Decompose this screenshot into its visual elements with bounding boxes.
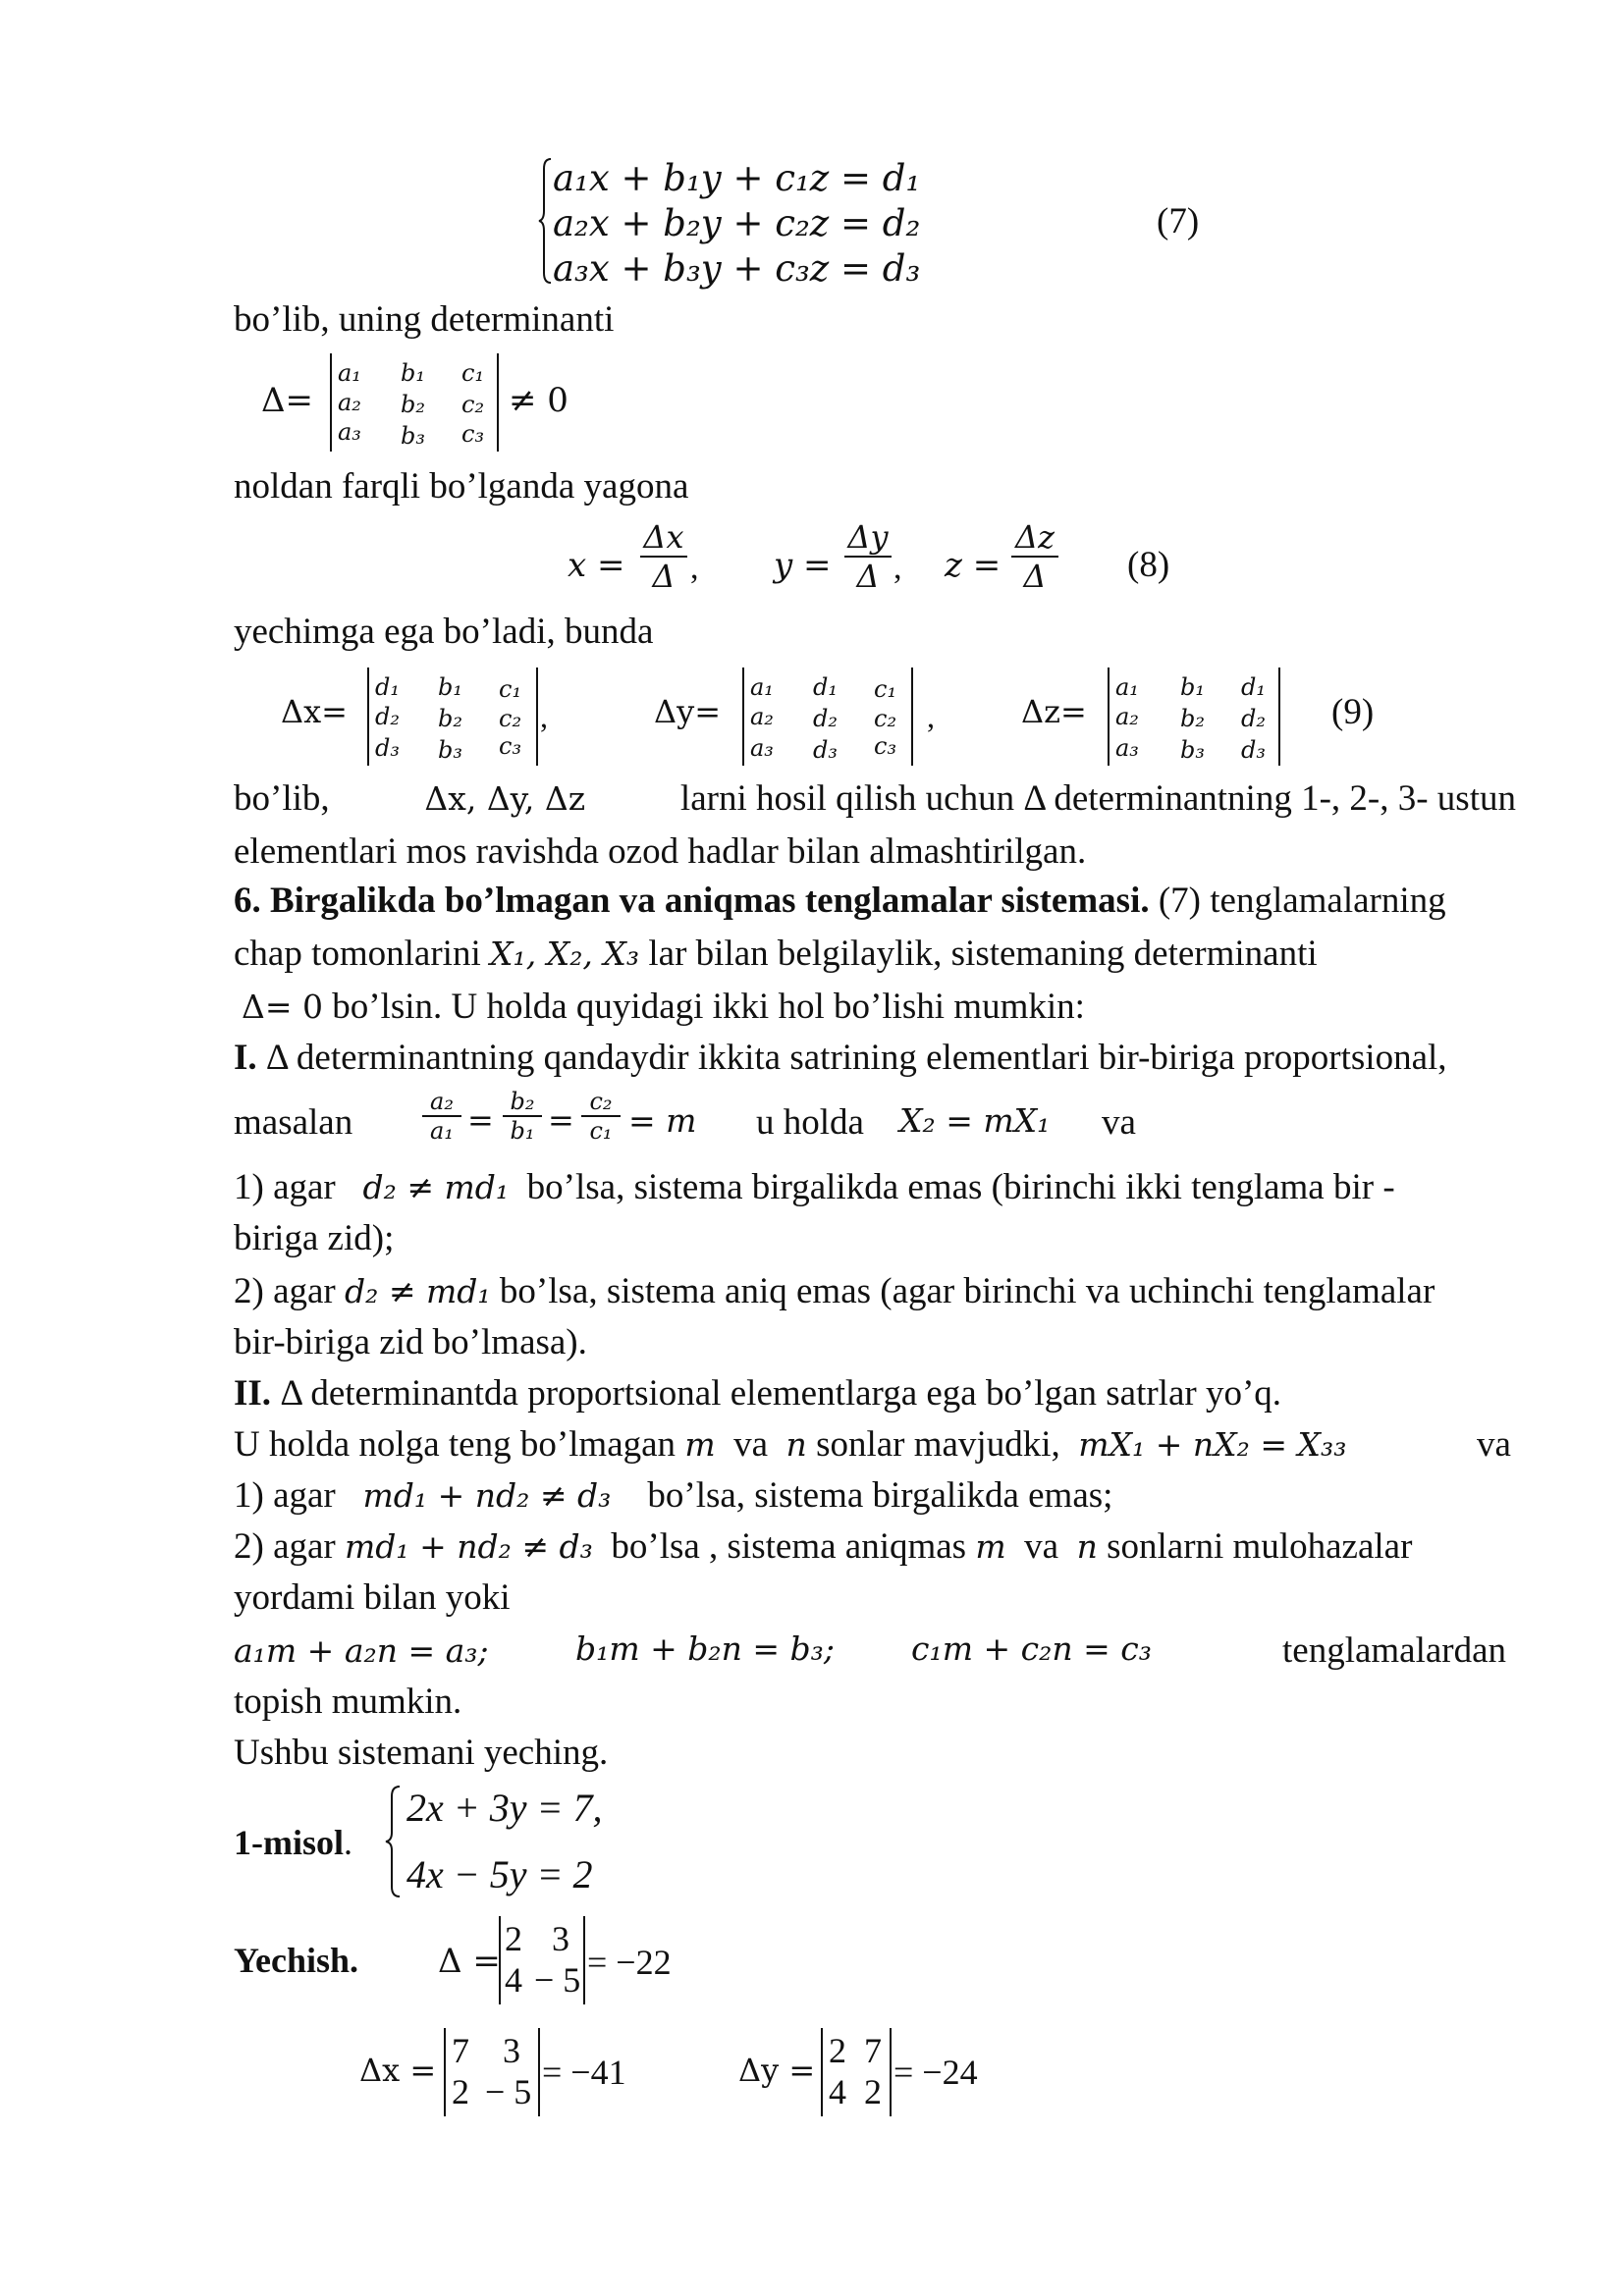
text-line xyxy=(234,1372,1281,1415)
text-line: yordami bilan yoki xyxy=(234,1577,511,1618)
matrix-cell: d₁ xyxy=(375,673,400,701)
text-line: Ushbu sistemani yeching. xyxy=(234,1733,609,1773)
system-eq-3: a₃x + b₃y + c₃z = d₃ xyxy=(553,247,921,290)
fraction-denominator: Δ xyxy=(652,558,676,595)
matrix-cell: d₃ xyxy=(813,736,838,764)
matrix-cell: d₃ xyxy=(1241,736,1266,764)
determinant-example-dx xyxy=(444,2028,540,2116)
equation-number-7: (7) xyxy=(1157,201,1200,241)
text-fragment: bo’lsa, sistema birgalikda emas (birinchi ikki tenglama bir - xyxy=(517,1167,1395,1207)
solution-label-text: Yechish. xyxy=(234,1941,359,1980)
fraction-denominator: b₁ xyxy=(510,1117,535,1145)
text-fragment: U holda nolga teng bo’lmagan xyxy=(234,1424,685,1465)
system-brace xyxy=(538,157,552,285)
text-fragment: 1) agar xyxy=(234,1475,345,1516)
math-inline: c₁m + c₂n = c₃ xyxy=(911,1629,1152,1668)
determinant-value: = −41 xyxy=(542,2053,626,2092)
equation-number-9: (9) xyxy=(1331,692,1375,732)
determinant-dy xyxy=(742,667,913,766)
text-fragment: bo’lsa , sistema aniqmas xyxy=(602,1526,976,1567)
fraction-y xyxy=(844,518,892,595)
not-equal-zero: ≠ 0 xyxy=(509,381,568,420)
equals-m: = m xyxy=(628,1101,697,1140)
matrix-cell: a₂ xyxy=(750,703,774,730)
delta-x-label: Δx= xyxy=(281,693,348,730)
matrix-cell: 2 xyxy=(829,2031,846,2070)
fraction-b xyxy=(503,1088,542,1145)
math-inline: n xyxy=(785,1425,807,1464)
fraction-denominator: a₁ xyxy=(430,1117,454,1145)
matrix-cell: − 5 xyxy=(485,2072,532,2111)
y-label: y = xyxy=(774,546,832,585)
comma: , xyxy=(540,699,548,734)
matrix-cell: a₁ xyxy=(1115,673,1139,701)
equals-sign: = xyxy=(467,1101,494,1139)
matrix-cell: a₂ xyxy=(1115,703,1139,730)
text-fragment: 2) agar xyxy=(234,1271,345,1311)
fraction-denominator: Δ xyxy=(856,558,880,595)
fraction-x xyxy=(640,518,687,595)
text-fragment: bo’lsa, sistema aniq emas (agar birinchi va uchinchi tenglamalar xyxy=(490,1271,1435,1311)
comma: , xyxy=(690,550,699,586)
text-fragment: bo’lsa, sistema birgalikda emas; xyxy=(638,1475,1113,1516)
matrix-cell: d₂ xyxy=(813,705,838,732)
math-inline: n xyxy=(1076,1527,1098,1566)
math-inline: Δ= 0 xyxy=(242,988,323,1026)
matrix-cell: d₃ xyxy=(375,734,400,762)
matrix-cell: 4 xyxy=(505,1960,522,2000)
matrix-cell: a₁ xyxy=(750,673,774,701)
math-inline: Δx, Δy, Δz xyxy=(424,779,586,818)
text-line xyxy=(234,880,1446,923)
text-line: yechimga ega bo’ladi, bunda xyxy=(234,612,654,652)
matrix-cell: b₂ xyxy=(1180,705,1205,732)
matrix-cell: c₁ xyxy=(874,675,897,703)
matrix-cell: − 5 xyxy=(534,1960,581,2000)
text-line xyxy=(242,986,1085,1029)
text-line: topish mumkin. xyxy=(234,1682,462,1722)
math-inline: md₁ + nd₂ ≠ d₃ xyxy=(362,1476,612,1515)
case-label: II. xyxy=(234,1373,272,1414)
text-fragment: 2) agar xyxy=(234,1526,345,1567)
math-inline: a₁m + a₂n = a₃; xyxy=(234,1631,489,1670)
text-fragment: (7) tenglamalarning xyxy=(1149,881,1446,921)
comma: , xyxy=(927,699,935,734)
example-eq-2: 4x − 5y = 2 xyxy=(406,1852,593,1896)
text-line xyxy=(234,1270,1435,1313)
determinant-value: = −24 xyxy=(893,2053,978,2092)
fraction-numerator: Δz xyxy=(1015,518,1055,556)
matrix-cell: b₂ xyxy=(438,705,462,732)
text-line xyxy=(234,1525,1412,1569)
text-line xyxy=(234,1166,1395,1209)
matrix-cell: 3 xyxy=(552,1919,569,1958)
math-inline: X₂ = mX₁ xyxy=(899,1101,1051,1140)
delta-label: Δ = xyxy=(438,1942,501,1981)
text-line: masalan xyxy=(234,1102,353,1143)
delta-symbol: Δ= xyxy=(261,381,314,420)
fraction-denominator: c₁ xyxy=(589,1117,613,1145)
delta-x-label: Δx = xyxy=(359,2052,437,2089)
matrix-cell: c₂ xyxy=(461,391,485,418)
matrix-cell: a₃ xyxy=(750,734,774,762)
text-line: noldan farqli bo’lganda yagona xyxy=(234,466,689,507)
math-inline: m xyxy=(684,1425,716,1464)
text-line: bir-biriga zid bo’lmasa). xyxy=(234,1322,587,1362)
text-fragment: chap tomonlarini xyxy=(234,934,490,974)
text-fragment: va xyxy=(1102,1102,1136,1143)
text-fragment: bo’lib, xyxy=(234,778,330,819)
example-label xyxy=(234,1822,352,1863)
matrix-cell: c₁ xyxy=(499,675,522,703)
determinant-example-dy xyxy=(821,2028,892,2116)
matrix-cell: c₂ xyxy=(874,705,897,732)
matrix-cell: a₃ xyxy=(338,418,361,446)
system-eq-1: a₁x + b₁y + c₁z = d₁ xyxy=(553,157,921,199)
comma: , xyxy=(893,550,902,586)
math-inline: d₂ ≠ md₁ xyxy=(362,1168,510,1206)
text-line xyxy=(234,1423,1346,1467)
z-label: z = xyxy=(945,546,1001,585)
solution-label xyxy=(234,1940,358,1981)
matrix-cell: c₃ xyxy=(461,420,485,448)
determinant-dx xyxy=(367,667,538,766)
math-inline: d₂ ≠ md₁ xyxy=(345,1272,491,1310)
matrix-cell: b₂ xyxy=(401,391,425,418)
system-eq-2: a₂x + b₂y + c₂z = d₂ xyxy=(553,202,921,244)
fraction-numerator: Δx xyxy=(643,518,684,556)
fraction-numerator: b₂ xyxy=(510,1088,535,1115)
text-fragment: 1) agar xyxy=(234,1167,345,1207)
text-fragment: va xyxy=(1024,1526,1059,1567)
case-label: I. xyxy=(234,1038,257,1078)
text-line xyxy=(234,1037,1447,1080)
text-fragment: va xyxy=(733,1424,769,1465)
text-line: elementlari mos ravishda ozod hadlar bilan almashtirilgan. xyxy=(234,831,1087,872)
matrix-cell: b₁ xyxy=(1180,673,1205,701)
math-inline: b₁m + b₂n = b₃; xyxy=(575,1629,835,1668)
matrix-cell: c₃ xyxy=(499,732,522,760)
text-line xyxy=(234,1474,1112,1518)
math-inline: m xyxy=(975,1527,1006,1566)
example-eq-1: 2x + 3y = 7, xyxy=(406,1786,603,1830)
math-inline: X₁, X₂, X₃ xyxy=(490,934,640,973)
math-inline: mX₁ + nX₂ = X₃₃ xyxy=(1078,1425,1347,1464)
fraction-numerator: c₂ xyxy=(589,1088,613,1115)
matrix-cell: d₂ xyxy=(375,703,400,730)
text-line: bo’lib, uning determinanti xyxy=(234,299,615,340)
text-fragment: Δ determinantning qandaydir ikkita satrining elementlari bir-biriga proportsional, xyxy=(256,1038,1447,1078)
text-line: biriga zid); xyxy=(234,1218,395,1258)
x-label: x = xyxy=(568,546,625,585)
text-fragment: sonlarni mulohazalar xyxy=(1097,1526,1413,1567)
text-fragment: sonlar mavjudki, xyxy=(806,1424,1069,1465)
matrix-cell: 4 xyxy=(829,2072,846,2111)
determinant-matrix xyxy=(330,353,499,452)
fraction-numerator: Δy xyxy=(847,518,889,556)
matrix-cell: 7 xyxy=(864,2031,882,2070)
text-fragment: bo’lsin. U holda quyidagi ikki hol bo’lishi mumkin: xyxy=(322,987,1085,1027)
fraction-a xyxy=(422,1088,461,1145)
matrix-cell: 7 xyxy=(452,2031,469,2070)
matrix-cell: 3 xyxy=(503,2031,520,2070)
matrix-cell: b₃ xyxy=(401,422,425,450)
text-line xyxy=(234,777,1516,821)
delta-y-label: Δy = xyxy=(738,2052,816,2089)
determinant-dz xyxy=(1108,667,1280,766)
fraction-denominator: Δ xyxy=(1023,558,1047,595)
delta-z-label: Δz= xyxy=(1021,693,1087,730)
matrix-cell: d₁ xyxy=(813,673,838,701)
determinant-example xyxy=(499,1916,585,2004)
fraction-z xyxy=(1011,518,1058,595)
text-fragment: larni hosil qilish uchun Δ determinantning 1-, 2-, 3- ustun xyxy=(679,778,1516,819)
text-fragment: tenglamalardan xyxy=(1282,1630,1507,1671)
matrix-cell: b₃ xyxy=(1180,736,1205,764)
example-label-text: 1-misol xyxy=(234,1823,344,1862)
matrix-cell: 2 xyxy=(864,2072,882,2111)
text-line xyxy=(234,933,1318,976)
matrix-cell: c₃ xyxy=(874,732,897,760)
text-fragment: Δ determinantda proportsional elementlarga ega bo’lgan satrlar yo’q. xyxy=(271,1373,1282,1414)
matrix-cell: b₁ xyxy=(438,673,462,701)
matrix-cell: c₂ xyxy=(499,705,522,732)
matrix-cell: d₂ xyxy=(1241,705,1266,732)
matrix-cell: 2 xyxy=(452,2072,469,2111)
section-heading: 6. Birgalikda bo’lmagan va aniqmas tenglamalar sistemasi. xyxy=(234,881,1150,921)
text-fragment: u holda xyxy=(756,1102,864,1143)
matrix-cell: 2 xyxy=(505,1919,522,1958)
matrix-cell: c₁ xyxy=(461,359,485,387)
text-fragment: lar bilan belgilaylik, sistemaning determinanti xyxy=(639,934,1318,974)
delta-y-label: Δy= xyxy=(654,693,721,730)
example-brace xyxy=(385,1785,401,1898)
equation-number-8: (8) xyxy=(1127,545,1170,585)
text-line xyxy=(234,1629,489,1673)
math-inline: md₁ + nd₂ ≠ d₃ xyxy=(345,1527,593,1566)
equals-sign: = xyxy=(548,1101,574,1139)
text-fragment: . xyxy=(344,1823,352,1862)
matrix-cell: a₃ xyxy=(1115,734,1139,762)
text-fragment: va xyxy=(1477,1424,1511,1465)
fraction-numerator: a₂ xyxy=(430,1088,454,1115)
fraction-c xyxy=(581,1088,621,1145)
matrix-cell: b₁ xyxy=(401,359,425,387)
determinant-value: = −22 xyxy=(587,1943,672,1982)
matrix-cell: a₂ xyxy=(338,389,361,416)
matrix-cell: a₁ xyxy=(338,359,361,387)
matrix-cell: d₁ xyxy=(1241,673,1266,701)
matrix-cell: b₃ xyxy=(438,736,462,764)
